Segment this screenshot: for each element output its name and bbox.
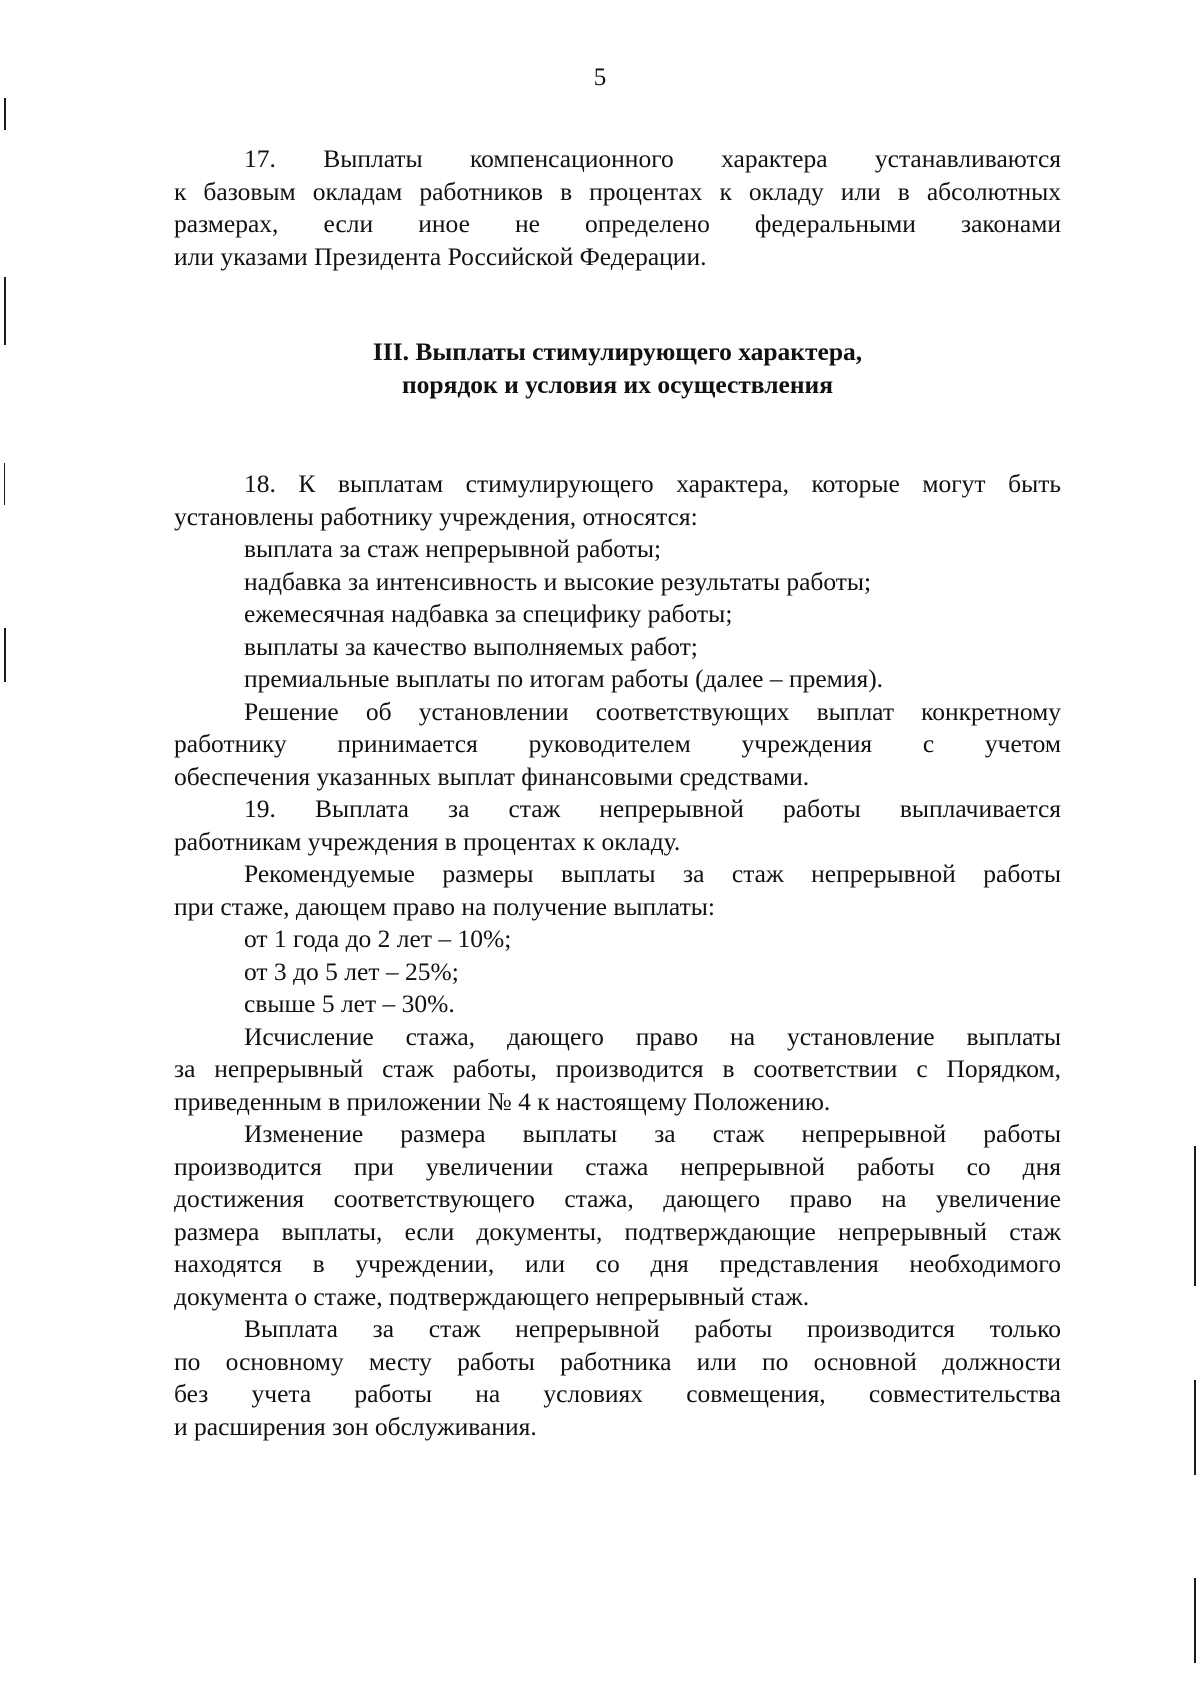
rate-item: от 3 до 5 лет – 25%; bbox=[244, 956, 459, 986]
paragraph-line: при стаже, дающем право на получение выплаты: bbox=[174, 891, 715, 921]
paragraph-line: без учета работы на условиях совмещения, совместительства bbox=[174, 1379, 1061, 1408]
paragraph-line: за непрерывный стаж работы, производится в соответствии с Порядком, bbox=[174, 1054, 1061, 1083]
paragraph-line: Изменение размера выплаты за стаж непрерывной работы bbox=[244, 1119, 1061, 1148]
scan-margin-mark bbox=[1194, 1578, 1196, 1663]
paragraph-line: приведенным в приложении № 4 к настоящему Положению. bbox=[174, 1086, 831, 1116]
paragraph-line: размера выплаты, если документы, подтверждающие непрерывный стаж bbox=[174, 1216, 1061, 1246]
list-item: выплата за стаж непрерывной работы; bbox=[244, 534, 662, 563]
paragraph-18-19 bbox=[174, 468, 1061, 1443]
paragraph-line: находятся в учреждении, или со дня представления необходимого bbox=[174, 1249, 1061, 1278]
paragraph-line: документа о стаже, подтверждающего непрерывный стаж. bbox=[174, 1281, 810, 1311]
paragraph-line: достижения соответствующего стажа, дающего право на увеличение bbox=[174, 1184, 1061, 1213]
paragraph-line: к базовым окладам работников в процентах к окладу или в абсолютных bbox=[174, 176, 1061, 206]
paragraph-line: по основному месту работы работника или по основной должности bbox=[174, 1346, 1061, 1376]
scan-margin-mark bbox=[4, 628, 6, 682]
paragraph-line: или указами Президента Российской Федерации. bbox=[174, 241, 707, 271]
paragraph-line: Исчисление стажа, дающего право на установление выплаты bbox=[244, 1021, 1061, 1051]
paragraph-line: установлены работнику учреждения, относятся: bbox=[174, 501, 698, 531]
paragraph-line: обеспечения указанных выплат финансовыми средствами. bbox=[174, 761, 810, 791]
list-item: премиальные выплаты по итогам работы (далее – премия). bbox=[244, 664, 884, 693]
paragraph-line: и расширения зон обслуживания. bbox=[174, 1411, 537, 1441]
paragraph-line: размерах, если иное не определено федеральными законами bbox=[174, 209, 1061, 238]
scan-margin-mark bbox=[4, 277, 6, 345]
paragraph-line: 18. К выплатам стимулирующего характера, которые могут быть bbox=[244, 469, 1061, 498]
paragraph-line: 19. Выплата за стаж непрерывной работы выплачивается bbox=[244, 794, 1061, 823]
list-item: ежемесячная надбавка за специфику работы; bbox=[244, 599, 733, 628]
page-number: 5 bbox=[593, 64, 607, 91]
rate-item: свыше 5 лет – 30%. bbox=[244, 989, 455, 1018]
paragraph-line: Выплата за стаж непрерывной работы производится только bbox=[244, 1314, 1061, 1343]
scan-margin-mark bbox=[1194, 1380, 1196, 1475]
paragraph-line: 17. Выплаты компенсационного характера устанавливаются bbox=[244, 144, 1061, 173]
section-heading bbox=[174, 336, 1061, 401]
paragraph-line: работникам учреждения в процентах к окладу. bbox=[174, 826, 681, 856]
paragraph-line: производится при увеличении стажа непрерывной работы со дня bbox=[174, 1151, 1061, 1181]
paragraph-line: работнику принимается руководителем учреждения с учетом bbox=[174, 729, 1061, 758]
section-title-line-2: порядок и условия их осуществления bbox=[401, 369, 834, 399]
list-item: выплаты за качество выполняемых работ; bbox=[244, 631, 698, 661]
scan-margin-mark bbox=[4, 98, 6, 130]
paragraph-17 bbox=[174, 143, 1061, 273]
paragraph-line: Рекомендуемые размеры выплаты за стаж непрерывной работы bbox=[244, 859, 1061, 888]
section-title-line-1: III. Выплаты стимулирующего характера, bbox=[372, 337, 863, 366]
scan-margin-mark bbox=[4, 463, 5, 505]
paragraph-line: Решение об установлении соответствующих выплат конкретному bbox=[244, 696, 1061, 726]
list-item: надбавка за интенсивность и высокие результаты работы; bbox=[244, 566, 872, 596]
scan-margin-mark bbox=[1194, 1146, 1196, 1286]
rate-item: от 1 года до 2 лет – 10%; bbox=[244, 924, 512, 953]
